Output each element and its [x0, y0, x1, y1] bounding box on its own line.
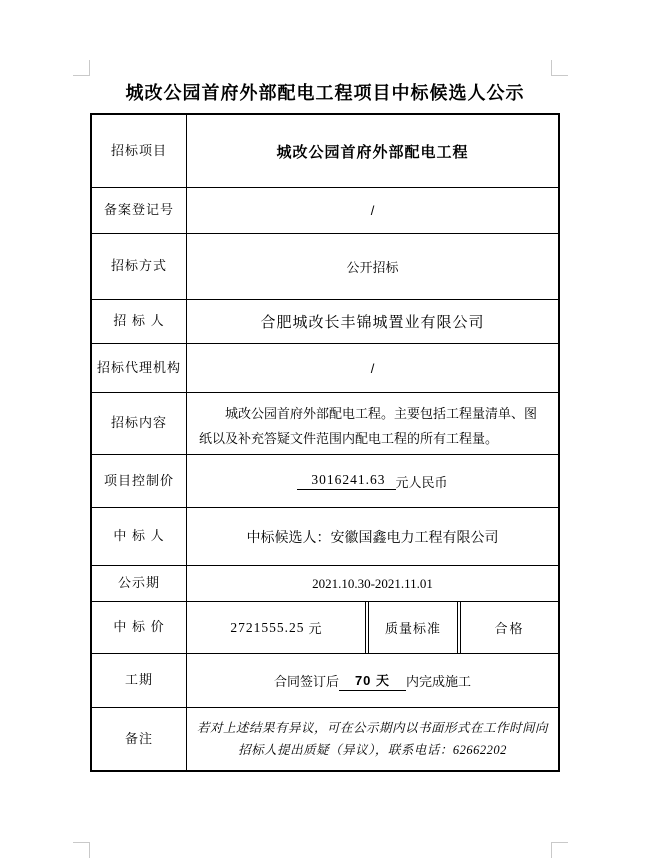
row-label: 中 标 价 — [92, 602, 187, 653]
quality-standard-value: 合格 — [494, 621, 525, 636]
row-label: 招标内容 — [92, 393, 187, 454]
winning-price-value — [187, 602, 365, 653]
table-row-winning-price — [92, 601, 558, 653]
row-label: 招标方式 — [92, 234, 187, 299]
tender-content-value: 城改公园首府外部配电工程。主要包括工程量清单、图纸以及补充答疑文件范围内配电工程的所有工程量。 — [199, 406, 538, 446]
duration-value — [187, 654, 558, 707]
crop-mark-top-right — [551, 60, 568, 76]
tenderer-value: 合肥城改长丰锦城置业有限公司 — [260, 314, 485, 331]
record-number-value: / — [370, 203, 375, 218]
duration-suffix: 内完成施工 — [406, 674, 472, 689]
row-label: 公示期 — [92, 566, 187, 601]
crop-mark-bottom-left — [73, 842, 90, 858]
winning-price-unit: 元 — [308, 621, 322, 636]
quality-standard-label: 质量标准 — [365, 602, 461, 653]
table-row-agency — [92, 343, 558, 392]
row-label: 工期 — [92, 654, 187, 707]
table-row-tender-content — [92, 392, 558, 454]
crop-mark-top-left — [73, 60, 90, 76]
table-row-remark — [92, 707, 558, 770]
publicity-period-value: 2021.10.30-2021.11.01 — [312, 575, 433, 591]
table-row-tender-project — [92, 115, 558, 187]
row-label: 招标代理机构 — [92, 344, 187, 392]
remark-value: 若对上述结果有异议，可在公示期内以书面形式在工作时间向招标人提出质疑（异议），联系电话：62662202 — [196, 720, 548, 757]
page-title: 城改公园首府外部配电工程项目中标候选人公示 — [125, 83, 525, 103]
table-row-tender-method — [92, 233, 558, 299]
agency-value: / — [370, 360, 375, 376]
duration-prefix: 合同签订后 — [273, 674, 339, 689]
table-row-duration — [92, 653, 558, 707]
duration-days: 70 天 — [339, 670, 406, 691]
tender-project-value: 城改公园首府外部配电工程 — [276, 143, 469, 161]
row-label: 中 标 人 — [92, 508, 187, 565]
winning-price-amount: 2721555.25 — [230, 619, 305, 635]
table-row-publicity-period — [92, 565, 558, 601]
row-label: 项目控制价 — [92, 455, 187, 507]
announcement-table — [90, 113, 560, 772]
crop-mark-bottom-right — [551, 842, 568, 858]
control-price-amount: 3016241.63 — [297, 472, 395, 490]
winner-value: 中标候选人：安徽国鑫电力工程有限公司 — [246, 528, 499, 545]
row-label: 备注 — [92, 708, 187, 770]
table-row-winner — [92, 507, 558, 565]
row-label: 备案登记号 — [92, 188, 187, 233]
table-row-record-number — [92, 187, 558, 233]
row-label: 招标项目 — [92, 115, 187, 187]
row-label: 招 标 人 — [92, 300, 187, 343]
control-price-value — [187, 455, 558, 507]
tender-method-value: 公开招标 — [346, 260, 399, 275]
table-row-tenderer — [92, 299, 558, 343]
table-row-control-price — [92, 454, 558, 507]
control-price-suffix: 元人民币 — [395, 474, 448, 490]
